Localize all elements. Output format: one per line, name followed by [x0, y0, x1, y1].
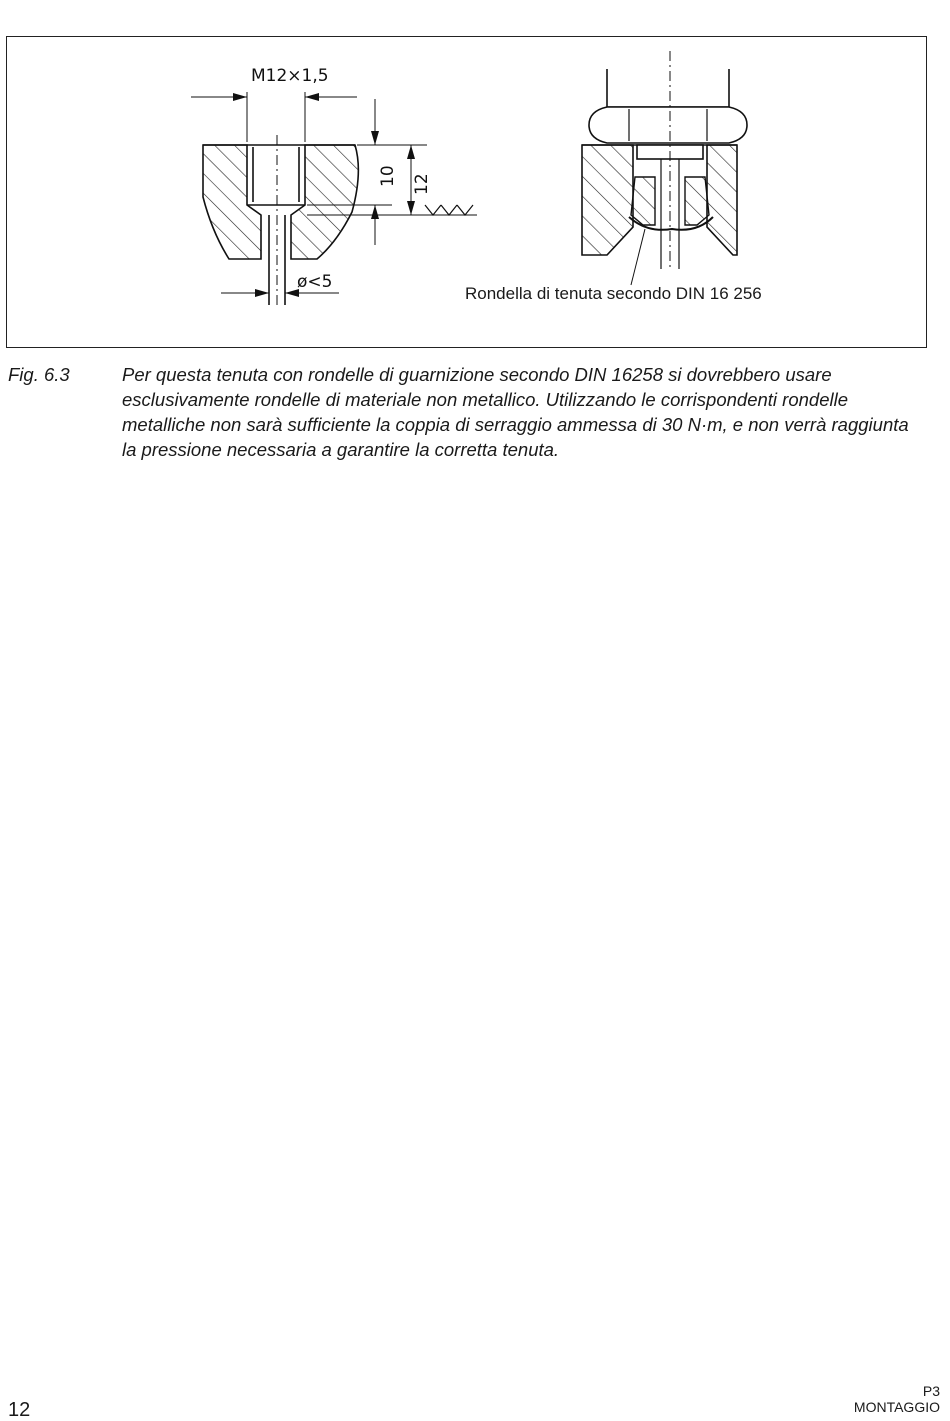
figure-caption-text: Per questa tenuta con rondelle di guarnizione secondo DIN 16258 si dovrebbero usare esclusivamente rondelle di materiale non metallico. Utilizzando le corrispondenti rondelle metalliche non sarà sufficiente la coppia di serraggio ammessa di 30 N·m, e non verrà raggiunta la pressione necessaria a garantire la corretta tenuta. [122, 364, 909, 460]
figure-frame [6, 36, 927, 348]
footer-product: P3 [922, 1383, 940, 1399]
diameter-label: ø<5 [297, 272, 333, 292]
page-number: 12 [8, 1399, 31, 1421]
fitting-assembly-drawing [582, 51, 747, 285]
housing-right [707, 145, 737, 255]
footer-section-title: MONTAGGIO [853, 1399, 940, 1415]
depth-10-label: 10 [378, 165, 398, 187]
sealing-washer [631, 177, 655, 225]
hex-nut [589, 107, 747, 143]
right-block-body [291, 145, 358, 259]
thread-dimension-label: M12×1,5 [251, 66, 329, 86]
housing-left [582, 145, 633, 255]
depth-12-label: 12 [412, 173, 432, 195]
port-section-drawing [191, 92, 477, 307]
figure-number: Fig. 6.3 [8, 364, 70, 385]
footer-section [854, 1383, 940, 1415]
washer-callout-label: Rondella di tenuta secondo DIN 16 256 [465, 284, 762, 303]
